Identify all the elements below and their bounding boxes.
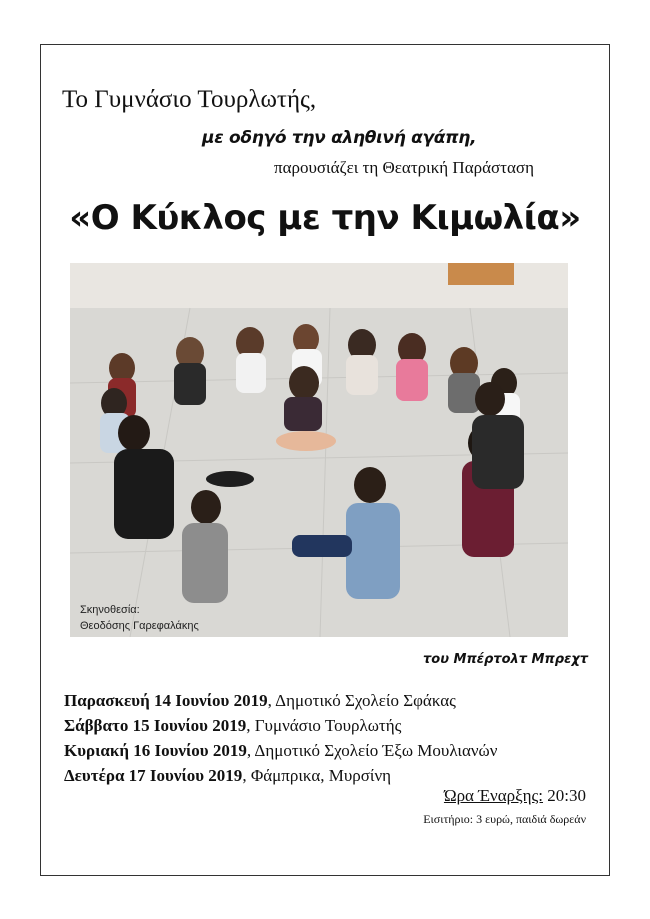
director-name: Θεοδόσης Γαρεφαλάκης <box>80 620 199 632</box>
director-credit <box>80 602 199 634</box>
school-name: Το Γυμνάσιο Τουρλωτής, <box>62 86 317 113</box>
performance-date: Δευτέρα 17 Ιουνίου 2019 <box>64 766 243 785</box>
performance-date: Σάββατο 15 Ιουνίου 2019 <box>64 716 247 735</box>
presents-line: παρουσιάζει τη Θεατρική Παράσταση <box>274 158 534 177</box>
performance-row <box>64 713 497 738</box>
performance-list <box>64 688 497 788</box>
performance-date: Κυριακή 16 Ιουνίου 2019 <box>64 741 247 760</box>
start-time-label: Ώρα Έναρξης: <box>443 786 544 805</box>
performance-row <box>64 688 497 713</box>
performance-venue: , Δημοτικό Σχολείο Σφάκας <box>267 691 456 710</box>
ticket-info: Εισιτήριο: 3 ευρώ, παιδιά δωρεάν <box>423 812 586 826</box>
performance-venue: , Δημοτικό Σχολείο Έξω Μουλιανών <box>246 741 498 760</box>
performance-venue: , Φάμπρικα, Μυρσίνη <box>242 766 392 785</box>
start-time-value: 20:30 <box>543 786 586 805</box>
author-credit: του Μπέρτολτ Μπρεχτ <box>422 652 588 667</box>
director-label: Σκηνοθεσία: <box>80 604 140 616</box>
performance-date: Παρασκευή 14 Ιουνίου 2019 <box>64 691 268 710</box>
tagline: με οδηγό την αληθινή αγάπη, <box>202 128 477 148</box>
performance-row <box>64 738 497 763</box>
cast-photo <box>70 263 568 637</box>
play-title: «Ο Κύκλος με την Κιμωλία» <box>69 198 581 238</box>
start-time <box>444 786 586 806</box>
performance-venue: , Γυμνάσιο Τουρλωτής <box>246 716 402 735</box>
performance-row <box>64 763 497 788</box>
